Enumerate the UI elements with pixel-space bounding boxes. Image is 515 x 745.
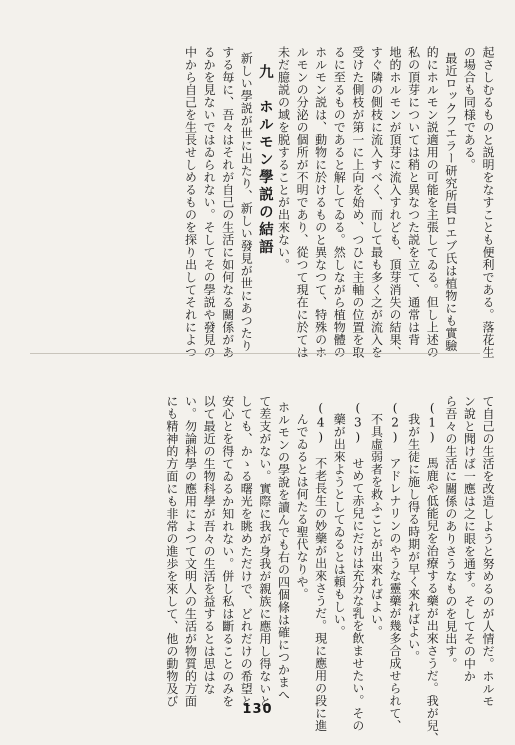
text-line: 未だ臆説の域を脱することが出來ない。 <box>276 46 291 271</box>
section-heading: 九 ホルモン學説の結語 <box>256 64 274 257</box>
list-item-4: (4) 不老長生の妙藥が出來さうだ。現に應用の段に進 <box>313 401 328 732</box>
text-line: する毎に、吾々はそれが自己の生活に如何なる關係があ <box>220 46 235 359</box>
text-line: 不具虛弱者を救ふことが出來ればよい。 <box>369 413 384 638</box>
list-item-1: (1) 馬鹿や低能兒を治療する藥が出來さうだ。我が兒、 <box>425 401 440 745</box>
upper-text-block <box>19 46 497 359</box>
text-line: 中から自己を生長せしめるものを探り出してそれによつ <box>183 46 198 359</box>
text-line: ルモンの分泌の個所が不明であり、從つて現在に於ては <box>295 46 310 359</box>
text-line: 的にホルモン説適用の可能を主張してゐる。但し上述の <box>425 46 440 359</box>
page-number: 130 <box>242 702 273 717</box>
text-line: にも精神的方面にも非常の進歩を來して、他の動物及び <box>164 395 179 708</box>
text-line: ら吾々の生活に關係のありさうなものを見出す。 <box>443 395 458 670</box>
text-line: るに至るものであると解してゐる。然しながら植物體の <box>332 46 347 359</box>
text-line: て差支がない。實際に我が身我が親族に應用し得ないと <box>257 395 272 708</box>
text-line: すぐ隣の側枝に流入すべく、而して最も多く之が流入を <box>369 46 384 359</box>
text-line: んでゐるとは何たる聖代なりや。 <box>295 413 310 601</box>
text-line: い。勿論科學の應用によつて文明人の生活が物質的方面 <box>183 395 198 708</box>
text-line: ホルモン説は、動物に於けるものと異なつて、特殊のホ <box>313 46 328 359</box>
list-item-3: (3) せめて赤兒にだけは充分な乳を飲ませたい。その <box>350 401 365 732</box>
text-line: て自己の生活を改造しようと努めるのが人情だ。ホルモ <box>481 395 495 708</box>
text-line: るかを見ないではゐられない。そしてその學説や發見の <box>202 46 217 359</box>
text-line: 最近ロックフエラー研究所員ロエブ氏は植物にも實驗 <box>443 52 458 352</box>
text-line: の場合も同様である。 <box>462 46 477 171</box>
text-line: ホルモンの學說を讀んでも右の四個條は確につかまへ <box>276 401 291 701</box>
text-line: 新しい學説が世に出たり、新しい發見が世にあつたり <box>239 52 254 352</box>
text-line: 我が生徒に施し得る時期が早く來ればよい。 <box>406 413 421 663</box>
text-line: 地的ホルモンが頂芽に流入すれども、頂芽消失の結果、 <box>388 46 403 359</box>
text-line: 受けた側枝が第一に上向を始め、つひに主軸の位置を取 <box>350 46 365 359</box>
tier-divider <box>30 353 480 354</box>
text-line: 以て最近の生物科學が吾々の生活を益するとは思はな <box>202 395 217 695</box>
text-line: 藥が出來ようとしてゐるとは頼もしい。 <box>332 413 347 638</box>
text-line: 安心とを得てゐるか知れない。併し私は斷ることのみを <box>220 395 235 708</box>
text-line: 起さしむるものと説明をなすことも便利である。落花生 <box>481 46 495 359</box>
list-item-2: (2) アドレナリンのやうな靈藥が幾多合成せられて、 <box>388 401 403 732</box>
text-line: 私の頂芽については稍と異なつた説を立て、通常は背 <box>406 46 421 346</box>
text-line: しても、かゝる曙光を眺めただけで、どれだけの希望と <box>239 395 254 708</box>
text-line: ン說と聞けば一應は之に眼を通す。そしてその中か <box>462 395 477 683</box>
